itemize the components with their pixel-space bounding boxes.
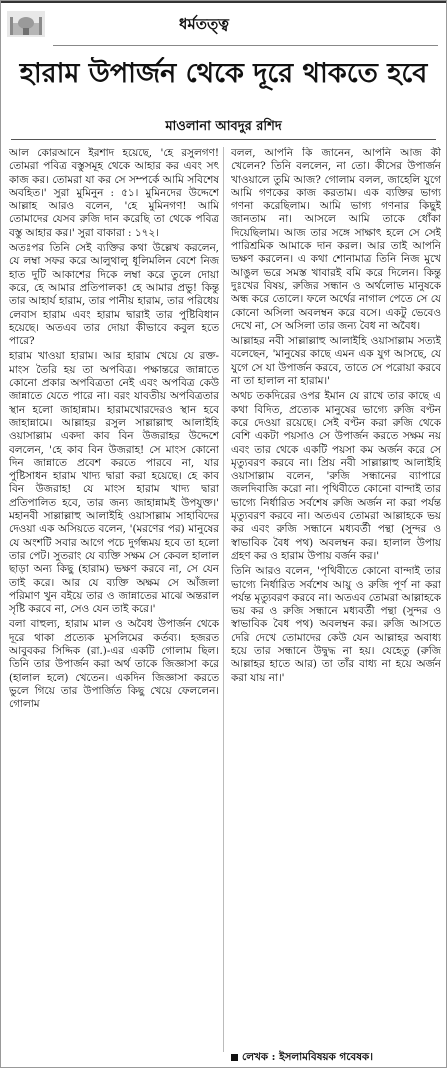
article-headline: হারাম উপার্জন থেকে দূরে থাকতে হবে [19,58,428,89]
byline-divider [11,139,436,140]
mosque-icon [7,11,45,37]
paragraph: বলা বাহুল্য, হারাম মাল ও অবৈধ উপার্জন থেকে দূরে থাকা প্রত্যেক মুসলিমের কর্তব্য। হজরত আবুবকর সিদ্দিক (রা.)-এর একটি গোলাম ছিল। তিনি তার উপার্জন করা অর্থ তাকে জিজ্ঞাসা করে (হালাল হলে) খেতেন। একদিন জিজ্ঞাসা করতে ভুলে গিয়ে তার উপার্জিত কিছু খেয়ে ফেললেন। গোলাম [9,618,219,711]
article-column-left [9,147,219,1052]
footnote-label: লেখক : [242,1051,276,1063]
author-byline: মাওলানা আবদুর রশিদ [165,119,282,134]
section-divider [53,45,438,46]
paragraph: তিনি আরও বলেন, 'পৃথিবীতে কোনো বান্দাই তার ভাগ্যে নির্ধারিত সর্বশেষ আয়ু ও রুজি পূর্ণ না করা পর্যন্ত মৃত্যুবরণ করবে না। অতএব তোমরা আল্লাহকে ভয় কর ও রুজি সন্ধানে মধ্যবর্তী পন্থা (সুন্দর ও স্বাভাবিক বৈধ পথ) অবলম্বন কর। রুজি আসতে দেরি দেখে তোমাদের কেউ যেন আল্লাহর অবাধ্য হয়ে তার সন্ধানে উদ্বুদ্ধ না হয়। যেহেতু (রুজি আল্লাহর হাতে আর) তা তাঁর বাধ্য না হয়ে অর্জন করা যায় না।' [231,565,441,684]
paragraph: বলল, আপনি কি জানেন, আপনি আজ কী খেলেন? তিনি বললেন, না তো। কীসের উপার্জন খাওয়ালে তুমি আজ? গোলাম বলল, জাহেলি যুগে আমি গণকের কাজ করতাম। এক ব্যক্তির ভাগ্য গণনা করেছিলাম। আমি ভাগ্য গণনার কিছুই জানতাম না। আসলে আমি তাকে ধোঁকা দিয়েছিলাম। আজ তার সঙ্গে সাক্ষাৎ হলে সে সেই পারিশ্রমিক আমাকে দান করল। আর তাই আপনি ভক্ষণ করলেন। এ কথা শোনামাত্র তিনি নিজ মুখে আঙুল ভরে সমস্ত খাবারই বমি করে দিলেন। কিন্তু দুঃখের বিষয়, রুজির সন্ধান ও অর্থলোভ মানুষকে অন্ধ করে তোলে। ফলে অর্থের নাগাল পেতে সে যে কোনো অসিলা অবলম্বন করে বসে। একটু ভেবেও দেখে না, সে অসিলা তার জন্য বৈধ না অবৈধ। [231,147,441,332]
paragraph: হারাম খাওয়া হারাম। আর হারাম খেয়ে যে রক্ত-মাংস তৈরি হয় তা অপবিত্র। পক্ষান্তরে জান্নাতে কোনো প্রকার অপবিত্রতা নেই এবং অপবিত্র কেউ জান্নাতে যেতে পারে না। বরং যাবতীয় অপবিত্রতার স্থান হলো জাহান্নাম। হারামখোরদেরও স্থান হবে জাহান্নামে। আল্লাহর রসুল সাল্লাল্লাহু আলাইহি ওয়াসাল্লাম একদা কাব বিন উজরাহর উদ্দেশে বললেন, 'হে কাব বিন উজরাহ! সে মাংস কোনো দিন জান্নাতে প্রবেশ করতে পারবে না, যার পুষ্টিসাধন হারাম খাদ্য দ্বারা করা হয়েছে। হে কাব বিন উজরাহ! যে মাংস হারাম খাদ্য দ্বারা প্রতিপালিত হবে, তার জন্য জাহান্নামই উপযুক্ত।' মহানবী সাল্লাল্লাহু আলাইহি ওয়াসাল্লাম সাহাবিদের দেওয়া এক অসিয়তে বলেন, '(মরণের পর) মানুষের যে অংশটি সবার আগে পচে দুর্গন্ধময় হবে তা হলো তার পেট। সুতরাং যে ব্যক্তি সক্ষম সে কেবল হালাল ছাড়া অন্য কিছু (হারাম) ভক্ষণ করবে না, সে যেন তাই করে। আর যে ব্যক্তি অক্ষম সে আঁজলা পরিমাণ খুন বইয়ে তার ও জান্নাতের মাঝে অন্তরাল সৃষ্টি করবে না, সেও যেন তাই করে।' [9,350,219,616]
section-title: ধর্মতত্ত্ব [179,15,229,33]
article-column-right [231,147,441,1052]
section-header [1,7,446,41]
top-rule [1,1,446,3]
footnote-text: ইসলামবিষয়ক গবেষক। [279,1051,373,1063]
paragraph: আল কোরআনে ইরশাদ হয়েছে, 'হে রসুলগণ! তোমরা পবিত্র বস্তুসমূহ থেকে আহার কর এবং সৎ কাজ কর। তোমরা যা কর সে সম্পর্কে আমি সবিশেষ অবহিত।' সুরা মুমিনুন : ৫১। মুমিনদের উদ্দেশে আল্লাহ আরও বলেন, 'হে মুমিনগণ! আমি তোমাদের যেসব রুজি দান করেছি তা থেকে পবিত্র বস্তু আহার কর।' সুরা বাকারা : ১৭২। [9,147,219,239]
paragraph: অতঃপর তিনি সেই ব্যক্তির কথা উল্লেখ করলেন, যে লম্বা সফর করে আলুথালু ধূলিমলিন বেশে নিজ হাত দুটি আকাশের দিকে লম্বা করে তুলে দোয়া করে, হে আমার প্রতিপালক! হে আমার প্রভু! কিন্তু তার আহার্য হারাম, তার পানীয় হারাম, তার পরিধেয় লেবাস হারাম এবং হারাম দ্বারাই তার পুষ্টিবিধান হয়েছে। অতএব তার দোয়া কীভাবে কবুল হতে পারে? [9,242,219,348]
paragraph: অথচ তকদিরের ওপর ইমান যে রাখে তার কাছে এ কথা বিদিত, প্রত্যেক মানুষের ভাগ্যে রুজি বণ্টন করে দেওয়া রয়েছে। সেই বণ্টন করা রুজি থেকে বেশি একটা পয়সাও সে উপার্জন করতে সক্ষম নয় এবং তার থেকে একটি পয়সা কম অর্জন করে সে মৃত্যুবরণ করবে না। প্রিয় নবী সাল্লাল্লাহু আলাইহি ওয়াসাল্লাম বলেন, 'রুজি সন্ধানের ব্যাপারে জলদিবাজি করো না। পৃথিবীতে কোনো বান্দাই তার ভাগ্যে নির্ধারিত সর্বশেষ রুজি অর্জন না করা পর্যন্ত মৃত্যুবরণ করবে না। অতএব তোমরা আল্লাহকে ভয় কর এবং রুজি সন্ধানে মধ্যবর্তী পন্থা (সুন্দর ও স্বাভাবিক বৈধ পথ) অবলম্বন কর। হালাল উপায় গ্রহণ কর ও হারাম উপায় বর্জন কর।' [231,390,441,562]
author-footnote [231,1050,373,1067]
square-bullet-icon [231,1054,238,1061]
paragraph: আল্লাহর নবী সাল্লাল্লাহু আলাইহি ওয়াসাল্লাম সত্যই বলেছেন, 'মানুষের কাছে এমন এক যুগ আসছে, যে যুগে সে যা উপার্জন করবে, তাতে সে পরোয়া করবে না তা হালাল না হারাম।' [231,335,441,388]
column-divider [223,147,224,1052]
